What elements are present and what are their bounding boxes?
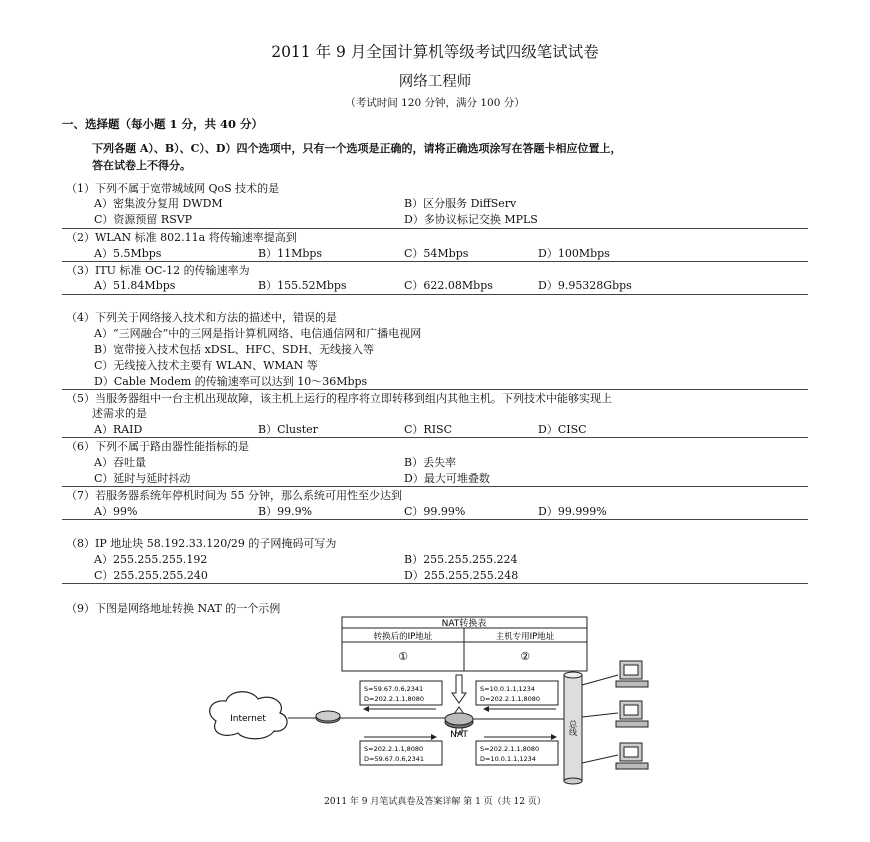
nat-diagram [200, 613, 660, 785]
packet-bottom-left [360, 741, 442, 765]
q2-option-c: C）54Mbps [404, 247, 469, 260]
question-5-stem-cont: 述需求的是 [92, 407, 147, 420]
q3-option-b: B）155.52Mbps [258, 279, 347, 292]
question-1-stem: （1）下列不属于宽带城域网 QoS 技术的是 [66, 182, 280, 195]
q5-option-d: D）CISC [538, 423, 587, 436]
q1-option-c: C）资源预留 RSVP [94, 213, 193, 226]
exam-title: 2011 年 9 月全国计算机等级考试四级笔试试卷 [271, 43, 599, 61]
nat-label: NAT [450, 730, 468, 740]
nat-table-title: NAT转换表 [441, 619, 487, 629]
q1-option-a: A）密集波分复用 DWDM [94, 197, 223, 210]
q5-option-a: A）RAID [94, 423, 143, 436]
q1-option-d: D）多协议标记交换 MPLS [404, 213, 538, 226]
q6-option-d: D）最大可堆叠数 [404, 472, 490, 485]
instruction-line-1: 下列各题 A）、B）、C）、D）四个选项中，只有一个选项是正确的，请将正确选项涂写在答题卡相应位置上， [92, 142, 622, 155]
bus-label: 总线 [568, 720, 578, 736]
q5-option-c: C）RISC [404, 423, 452, 436]
packet-dst: D=202.2.1.1,8080 [480, 695, 541, 703]
packet-src: S=202.2.1.1,8080 [480, 745, 540, 753]
q2-option-d: D）100Mbps [538, 247, 610, 260]
nat-router-icon [445, 713, 473, 728]
q7-option-b: B）99.9% [258, 505, 313, 518]
packet-dst: D=59.67.0.6,2341 [364, 755, 425, 763]
q6-option-c: C）延时与延时抖动 [94, 472, 191, 485]
q6-option-b: B）丢失率 [404, 456, 457, 469]
q7-option-c: C）99.99% [404, 505, 466, 518]
q5-option-b: B）Cluster [258, 423, 318, 436]
q3-option-c: C）622.08Mbps [404, 279, 493, 292]
divider [62, 294, 808, 295]
nat-table-col1: 转换后的IP地址 [373, 632, 433, 642]
q3-option-a: A）51.84Mbps [94, 279, 176, 292]
arrow-down-icon [452, 675, 466, 703]
host-computer-icon [616, 661, 648, 687]
host-computer-icon [616, 701, 648, 727]
host-computer-icon [616, 743, 648, 769]
question-9-stem: （9）下图是网络地址转换 NAT 的一个示例 [66, 602, 281, 615]
q3-option-d: D）9.95328Gbps [538, 279, 632, 292]
q7-option-d: D）99.999% [538, 505, 607, 518]
q6-option-a: A）吞吐量 [94, 456, 146, 469]
q4-option-c: C）无线接入技术主要有 WLAN、WMAN 等 [94, 359, 318, 372]
q4-option-d: D）Cable Modem 的传输速率可以达到 10～36Mbps [94, 375, 368, 388]
q4-option-a: A）“三网融合”中的三网是指计算机网络、电信通信网和广播电视网 [94, 327, 422, 340]
internet-cloud [210, 692, 287, 739]
exam-info: （考试时间 120 分钟，满分 100 分） [345, 97, 525, 109]
q7-option-a: A）99% [94, 505, 138, 518]
q8-option-c: C）255.255.255.240 [94, 569, 208, 582]
q8-option-b: B）255.255.255.224 [404, 553, 518, 566]
nat-table-cell2: ② [520, 650, 530, 663]
question-6-stem: （6）下列不属于路由器性能指标的是 [66, 440, 249, 453]
q8-option-a: A）255.255.255.192 [94, 553, 208, 566]
question-2-stem: （2）WLAN 标准 802.11a 将传输速率提高到 [66, 231, 297, 244]
q2-option-a: A）5.5Mbps [94, 247, 162, 260]
bus-cylinder [564, 672, 582, 784]
packet-src: S=10.0.1.1,1234 [480, 685, 536, 693]
exam-subtitle: 网络工程师 [398, 74, 472, 90]
internet-label: Internet [230, 714, 266, 724]
nat-table [342, 617, 587, 671]
packet-dst: D=202.2.1.1,8080 [364, 695, 425, 703]
q4-option-b: B）宽带接入技术包括 xDSL、HFC、SDH、无线接入等 [94, 343, 375, 356]
packet-dst: D=10.0.1.1,1234 [480, 755, 536, 763]
question-4-stem: （4）下列关于网络接入技术和方法的描述中，错误的是 [66, 311, 337, 324]
divider [62, 583, 808, 584]
packet-bottom-right [476, 741, 558, 765]
question-3-stem: （3）ITU 标准 OC-12 的传输速率为 [66, 264, 250, 277]
page-footer: 2011 年 9 月笔试真卷及答案详解 第 1 页（共 12 页） [324, 797, 546, 807]
section-heading: 一、选择题（每小题 1 分，共 40 分） [62, 117, 264, 131]
q8-option-d: D）255.255.255.248 [404, 569, 519, 582]
packet-src: S=59.67.0.6,2341 [364, 685, 424, 693]
question-5-stem: （5）当服务器组中一台主机出现故障，该主机上运行的程序将立即转移到组内其他主机。下列技术中能够实现上 [66, 392, 612, 405]
nat-table-cell1: ① [398, 650, 408, 663]
divider [62, 519, 808, 520]
router-icon [316, 711, 340, 723]
packet-top-right [476, 681, 558, 705]
packet-top-left [360, 681, 442, 705]
question-7-stem: （7）若服务器系统年停机时间为 55 分钟，那么系统可用性至少达到 [66, 489, 402, 502]
nat-table-col2: 主机专用IP地址 [495, 632, 555, 642]
packet-src: S=202.2.1.1,8080 [364, 745, 424, 753]
question-8-stem: （8）IP 地址块 58.192.33.120/29 的子网掩码可写为 [66, 537, 337, 550]
q1-option-b: B）区分服务 DiffServ [404, 197, 517, 210]
instruction-line-2: 答在试卷上不得分。 [92, 159, 191, 172]
q2-option-b: B）11Mbps [258, 247, 323, 260]
